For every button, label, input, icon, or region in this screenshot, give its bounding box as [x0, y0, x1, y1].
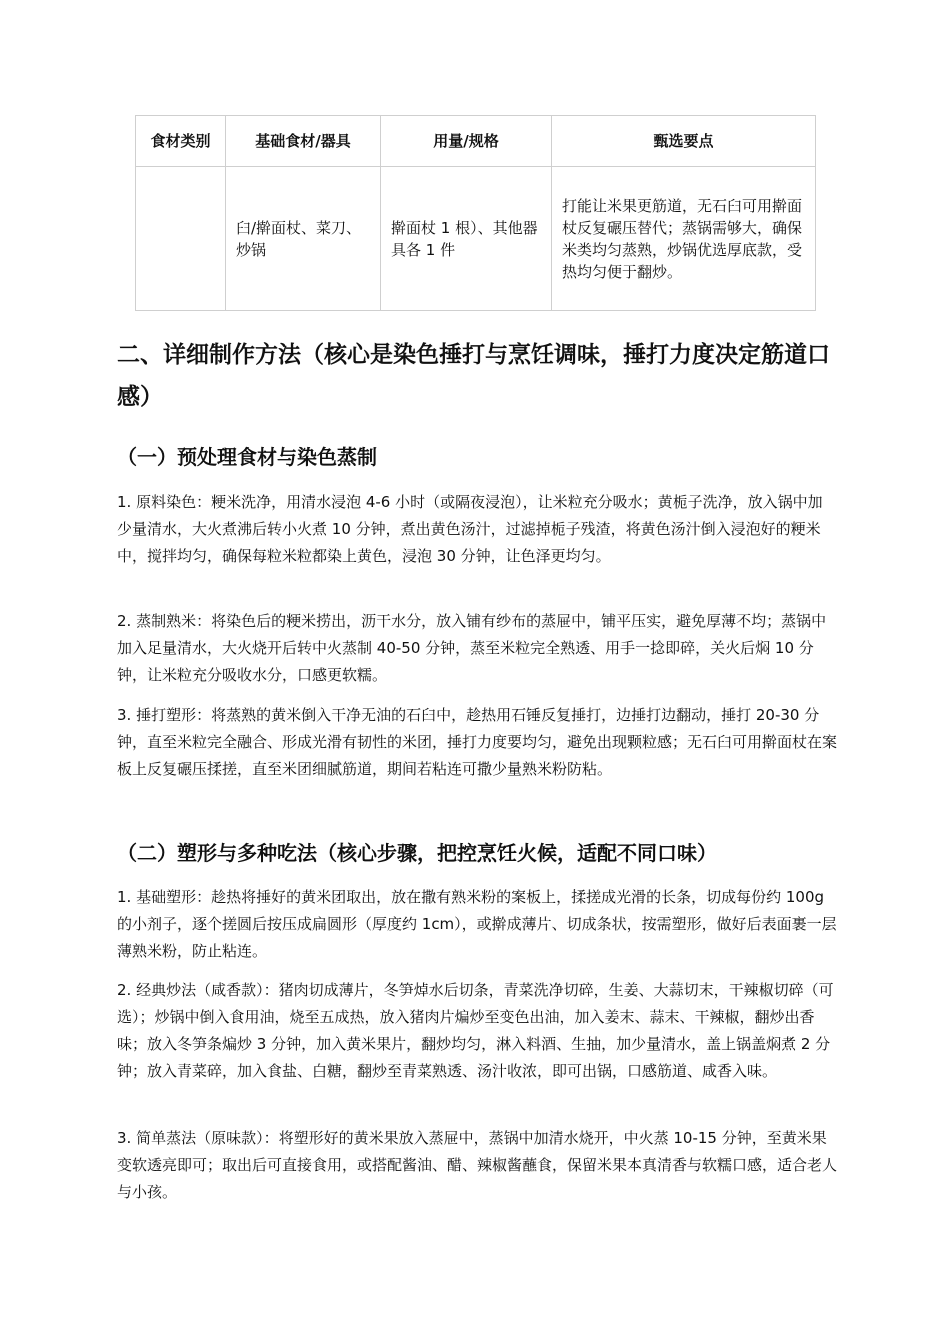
table-header-selection-tips: 甄选要点 — [552, 116, 816, 167]
table-header-quantity: 用量/规格 — [381, 116, 552, 167]
step-stir-fry: 2. 经典炒法（咸香款）：猪肉切成薄片，冬笋焯水后切条，青菜洗净切碎，生姜、大蒜切末，干辣椒切碎（可选）；炒锅中倒入食用油，烧至五成热，放入猪肉片煸炒至变色出油，加入姜末、蒜末、干辣椒，翻炒出香味；放入冬笋条煸炒 3 分钟，加入黄米果片，翻炒均匀，淋入料酒、生抽，加少量清水，盖上锅盖焖煮 2 分钟；放入青菜碎，加入食盐、白糖，翻炒至青菜熟透、汤汁收浓，即可出锅，口感筋道、咸香入味。 — [117, 981, 834, 1080]
subsection-heading-shaping: （二）塑形与多种吃法（核心步骤，把控烹饪火候，适配不同口味） — [117, 841, 717, 865]
step-dyeing: 1. 原料染色：粳米洗净，用清水浸泡 4-6 小时（或隔夜浸泡），让米粒充分吸水；黄栀子洗净，放入锅中加少量清水，大火煮沸后转小火煮 10 分钟，煮出黄色汤汁，过滤掉栀子残渣，将黄色汤汁倒入浸泡好的粳米中，搅拌均匀，确保每粒米粒都染上黄色，浸泡 30 分钟，让色泽更均匀。 — [117, 493, 823, 565]
table-cell-selection-tips: 打能让米果更筋道，无石臼可用擀面杖反复碾压替代；蒸锅需够大，确保米类均匀蒸熟，炒锅优选厚底款，受热均匀便于翻炒。 — [552, 167, 816, 311]
step-simple-steam: 3. 简单蒸法（原味款）：将塑形好的黄米果放入蒸屉中，蒸锅中加清水烧开，中火蒸 10-15 分钟，至黄米果变软透亮即可；取出后可直接食用，或搭配酱油、醋、辣椒酱蘸食，保留米果本真清香与软糯口感，适合老人与小孩。 — [117, 1129, 838, 1201]
table-header-ingredients: 基础食材/器具 — [226, 116, 381, 167]
ingredients-table — [135, 115, 816, 311]
table-header-row — [136, 116, 816, 167]
table-row — [136, 167, 816, 311]
subsection-heading-preprocess: （一）预处理食材与染色蒸制 — [117, 445, 377, 469]
section-heading-method: 二、详细制作方法（核心是染色捶打与烹饪调味，捶打力度决定筋道口感） — [117, 342, 830, 410]
table-cell-quantity: 擀面杖 1 根）、其他器具各 1 件 — [381, 167, 552, 311]
table-header-category: 食材类别 — [136, 116, 226, 167]
table-cell-ingredients: 臼/擀面杖、菜刀、炒锅 — [226, 167, 381, 311]
step-steaming: 2. 蒸制熟米：将染色后的粳米捞出，沥干水分，放入铺有纱布的蒸屉中，铺平压实，避免厚薄不均；蒸锅中加入足量清水，大火烧开后转中火蒸制 40-50 分钟，蒸至米粒完全熟透、用手一捻即碎，关火后焖 10 分钟，让米粒充分吸收水分，口感更软糯。 — [117, 612, 827, 684]
step-basic-shaping: 1. 基础塑形：趁热将捶好的黄米团取出，放在撒有熟米粉的案板上，揉搓成光滑的长条，切成每份约 100g 的小剂子，逐个搓圆后按压成扁圆形（厚度约 1cm），或擀成薄片、切成条状，按需塑形，做好后表面裹一层薄熟米粉，防止粘连。 — [117, 888, 837, 960]
table-cell-category — [136, 167, 226, 311]
step-pounding: 3. 捶打塑形：将蒸熟的黄米倒入干净无油的石臼中，趁热用石锤反复捶打，边捶打边翻动，捶打 20-30 分钟，直至米粒完全融合、形成光滑有韧性的米团，捶打力度要均匀，避免出现颗粒感；无石臼可用擀面杖在案板上反复碾压揉搓，直至米团细腻筋道，期间若粘连可撒少量熟米粉防粘。 — [117, 706, 838, 778]
